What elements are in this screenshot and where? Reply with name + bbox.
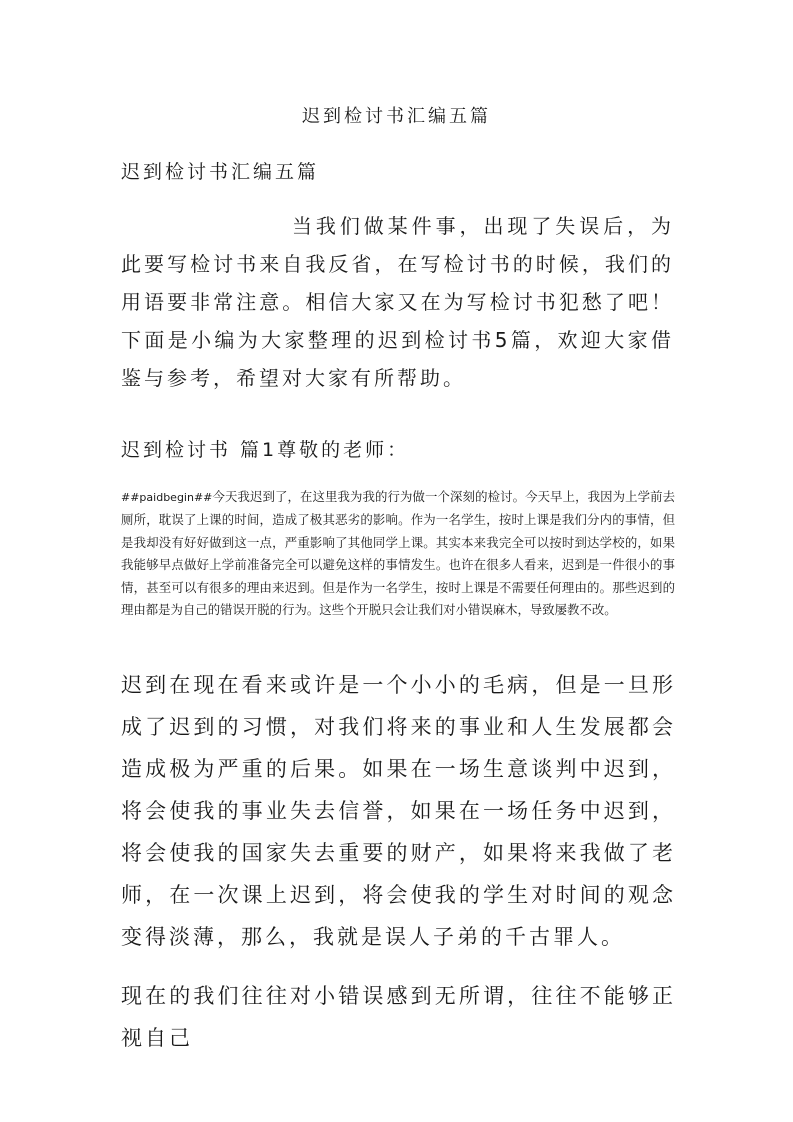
paid-marker: ##paidbegin## <box>121 491 213 504</box>
document-subtitle: 迟到检讨书汇编五篇 <box>121 161 320 183</box>
section-heading: 迟到检讨书 篇1尊敬的老师： <box>121 439 410 461</box>
letter-paragraph-small <box>121 486 675 621</box>
letter-paragraph-text: 今天我迟到了，在这里我为我的行为做一个深刻的检讨。今天早上，我因为上学前去厕所，耽误了上课的时间，造成了极其恶劣的影响。作为一名学生，按时上课是我们分内的事情，但是我却没有好好做到这一点，严重影响了其他同学上课。其实本来我完全可以按时到达学校的，如果我能够早点做好上学前准备完全可以避免这样的事情发生。也许在很多人看来，迟到是一件很小的事情，甚至可以有很多的理由来迟到。但是作为一名学生，按时上课是不需要任何理由的。那些迟到的理由都是为自己的错误开脱的行为。这些个开脱只会让我们对小错误麻木，导致屡教不改。 <box>121 489 675 618</box>
body-paragraph-2: 现在的我们往往对小错误感到无所谓，往往不能够正视自己 <box>121 984 676 1050</box>
body-paragraph-1: 迟到在现在看来或许是一个小小的毛病，但是一旦形成了迟到的习惯，对我们将来的事业和人生发展都会造成极为严重的后果。如果在一场生意谈判中迟到，将会使我的事业失去信誉，如果在一场任务中迟到，将会使我的国家失去重要的财产，如果将来我做了老师，在一次课上迟到，将会使我的学生对时间的观念变得淡薄，那么，我就是误人子弟的千古罪人。 <box>121 673 676 949</box>
intro-paragraph: 当我们做某件事，出现了失误后，为此要写检讨书来自我反省，在写检讨书的时候，我们的用语要非常注意。相信大家又在为写检讨书犯愁了吧！下面是小编为大家整理的迟到检讨书5篇，欢迎大家借鉴与参考，希望对大家有所帮助。 <box>121 214 674 390</box>
document-title: 迟到检讨书汇编五篇 <box>302 106 491 127</box>
